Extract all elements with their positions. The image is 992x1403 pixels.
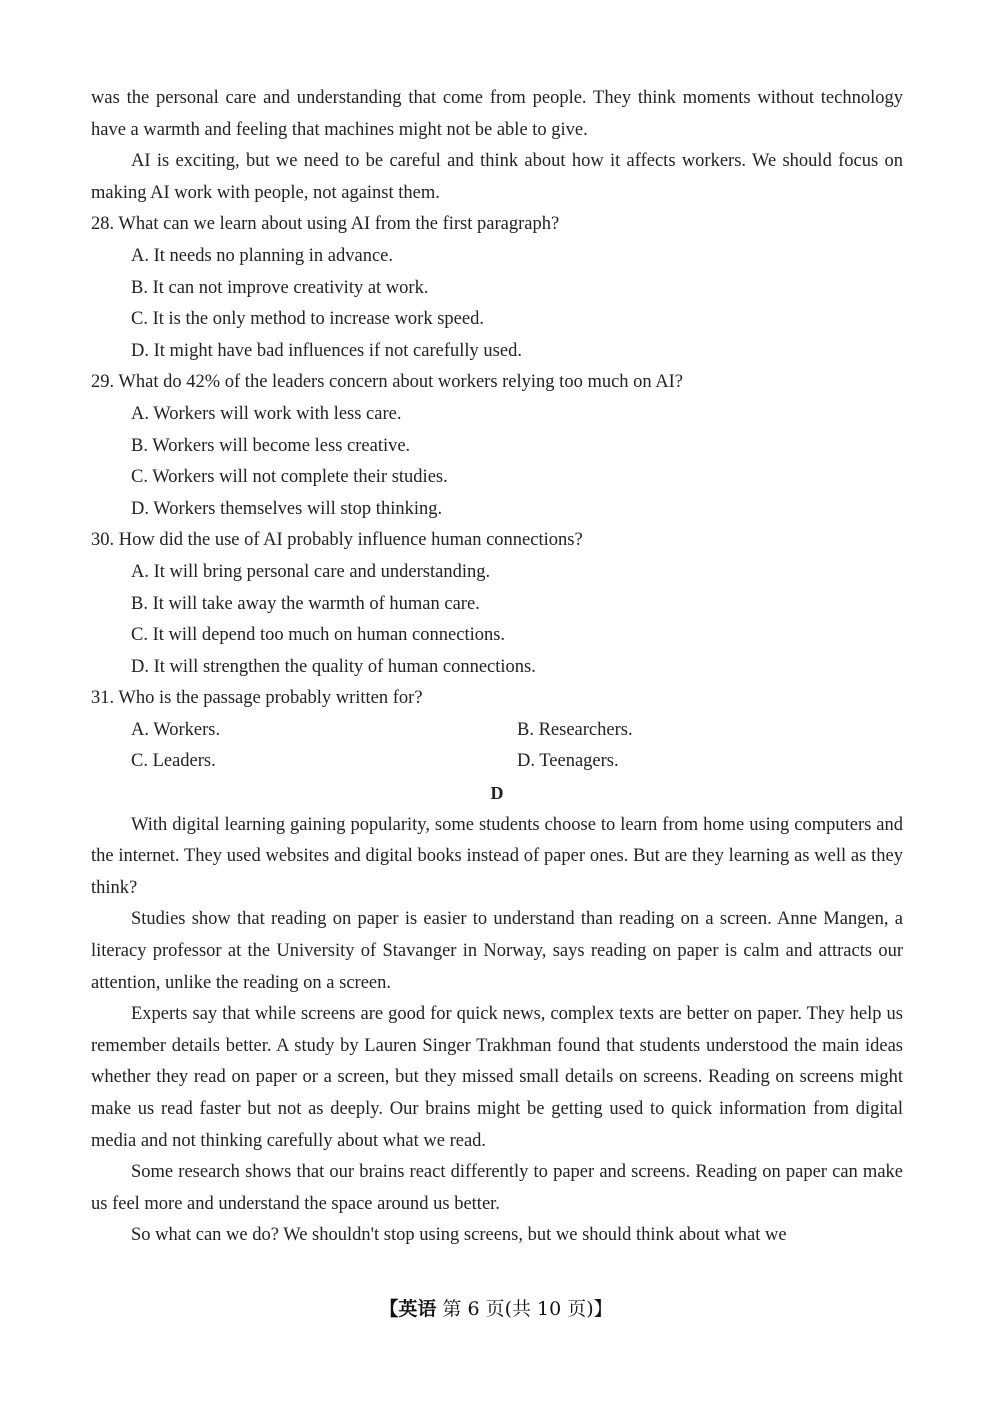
passage-d-paragraph: Studies show that reading on paper is easier to understand than reading on a screen. Anne Mangen, a literacy professor at the University of Stavanger in Norway, says reading on paper is calm and attracts our attention, unlike the reading on a screen. — [91, 909, 903, 993]
answer-option: B. Researchers. — [517, 719, 633, 740]
answer-option: D. It might have bad influences if not carefully used. — [131, 340, 522, 361]
answer-option: D. Teenagers. — [517, 751, 619, 772]
answer-option: B. It can not improve creativity at work. — [131, 277, 429, 298]
passage-c-paragraph: was the personal care and understanding that come from people. They think moments without technology have a warmth and feeling that machines might not be able to give. — [91, 88, 903, 140]
question-31 — [91, 683, 903, 778]
section-heading: D — [490, 783, 504, 804]
passage-d-paragraph: Some research shows that our brains react differently to paper and screens. Reading on paper can make us feel more and understand the space around us better. — [91, 1162, 903, 1214]
passage-c-paragraph: AI is exciting, but we need to be careful and think about how it affects workers. We should focus on making AI work with people, not against them. — [91, 151, 903, 203]
answer-option: A. It will bring personal care and understanding. — [131, 561, 491, 582]
question-28 — [91, 209, 903, 367]
exam-page — [91, 83, 903, 1252]
question-stem: 29. What do 42% of the leaders concern about workers relying too much on AI? — [91, 372, 683, 393]
answer-option: A. Workers. — [131, 719, 221, 740]
answer-option: C. It will depend too much on human connections. — [131, 625, 506, 646]
answer-option-row — [91, 746, 903, 778]
answer-option: C. It is the only method to increase work speed. — [131, 309, 484, 330]
answer-option: A. Workers will work with less care. — [131, 403, 402, 424]
footer-page-number: 第 6 页(共 10 页)】 — [442, 1298, 613, 1320]
question-stem: 28. What can we learn about using AI from the first paragraph? — [91, 214, 560, 235]
answer-option: B. Workers will become less creative. — [131, 435, 411, 456]
passage-d-paragraph: With digital learning gaining popularity, some students choose to learn from home using computers and the internet. They used websites and digital books instead of paper ones. But are they learning as well as they think? — [91, 814, 903, 898]
answer-option: C. Leaders. — [131, 751, 216, 772]
answer-option: D. Workers themselves will stop thinking. — [131, 498, 443, 519]
question-stem: 30. How did the use of AI probably influence human connections? — [91, 530, 583, 551]
answer-option: D. It will strengthen the quality of human connections. — [131, 656, 536, 677]
answer-option: B. It will take away the warmth of human care. — [131, 593, 480, 614]
page-footer — [0, 1294, 992, 1321]
footer-subject: 【英语 — [379, 1298, 437, 1320]
passage-d-paragraph: So what can we do? We shouldn't stop using screens, but we should think about what we — [131, 1225, 787, 1246]
question-stem: 31. Who is the passage probably written for? — [91, 688, 423, 709]
passage-d-paragraph: Experts say that while screens are good for quick news, complex texts are better on paper. They help us remember details better. A study by Lauren Singer Trakhman found that students understood the main ideas whether they read on paper or a screen, but they missed small details on screens. Reading on screens might make us read faster but not as deeply. Our brains might be getting used to quick information from digital media and not thinking carefully about what we read. — [91, 1004, 903, 1151]
answer-option: A. It needs no planning in advance. — [131, 245, 394, 266]
question-30 — [91, 525, 903, 683]
answer-option-row — [91, 715, 903, 747]
answer-option: C. Workers will not complete their studies. — [131, 467, 448, 488]
question-29 — [91, 367, 903, 525]
